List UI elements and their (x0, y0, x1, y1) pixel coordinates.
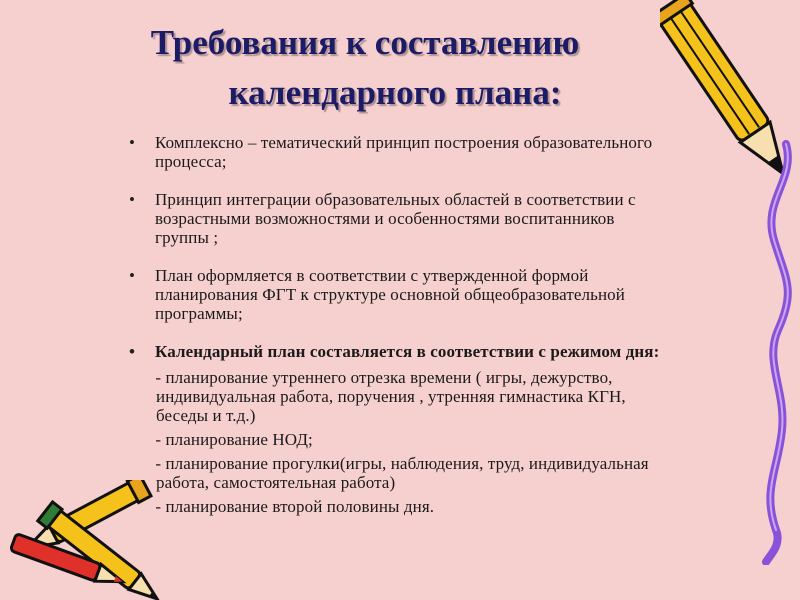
sub-item (128, 368, 778, 425)
bullet-text-line: • Календарный план составляется в соответствии с режимом дня: (155, 342, 660, 361)
sub-item (128, 454, 778, 492)
sub-text-line: беседы и т.д.) (156, 406, 256, 425)
title-line-1: Требования к составлению (150, 23, 580, 62)
bullet-text-line: • План оформляется в соответствии с утвержденной формой (155, 266, 589, 285)
bullet-item (128, 266, 778, 323)
bullet-text-line: программы; (155, 304, 243, 323)
sub-text-line: - планирование второй половины дня. (151, 497, 435, 516)
bullet-text-line: • Комплексно – тематический принцип построения образовательного (155, 133, 653, 152)
bullet-item (128, 190, 778, 247)
bullet-text-line: возрастными возможностями и особенностями воспитанников (155, 209, 615, 228)
sub-text-line: - планирование утреннего отрезка времени ( игры, дежурство, (151, 368, 613, 387)
sub-text-line: индивидуальная работа, поручения , утренняя гимнастика КГН, (156, 387, 626, 406)
title-line-2: календарного плана: (228, 73, 562, 112)
sub-text-line: - планирование НОД; (151, 430, 313, 449)
bullet-text-line: • Принцип интеграции образовательных областей в соответствии с (155, 190, 636, 209)
sub-text-line: работа, самостоятельная работа) (156, 473, 396, 492)
bullet-text-line: процесса; (155, 152, 227, 171)
sub-item (128, 430, 778, 449)
purple-ribbon-icon (756, 140, 800, 565)
pencils-clipart-icon (0, 480, 170, 600)
bullet-text-line: планирования ФГТ к структуре основной общеобразовательной (155, 285, 625, 304)
bullet-item (128, 342, 778, 361)
sub-item (128, 497, 778, 516)
bullet-text-line: группы ; (155, 228, 219, 247)
sub-text-line: - планирование прогулки(игры, наблюдения, труд, индивидуальная (151, 454, 649, 473)
